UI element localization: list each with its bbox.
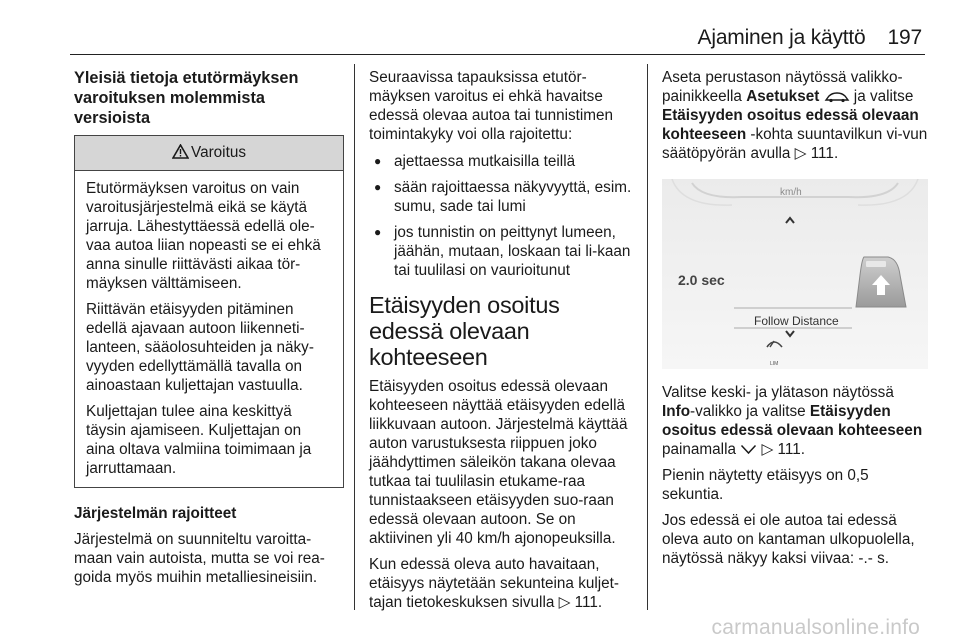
limitations-heading: Järjestelmän rajoitteet — [74, 505, 237, 522]
text-span: . — [833, 145, 839, 162]
header-rule — [70, 54, 925, 55]
car-settings-icon — [824, 91, 850, 103]
watermark: carmanualsonline.info — [711, 616, 920, 639]
page-ref[interactable]: 111 — [777, 441, 801, 458]
warning-paragraph: Riittävän etäisyyden pitäminen edellä ajavaan autoon liikenneti-lanteen, sääolosuhteiden ja näky-vyyden edellyttämällä tavalla on ainoastaan kuljettajan vastuulla. — [86, 301, 314, 394]
info-menu-label: Info — [662, 403, 691, 420]
column-divider-2 — [647, 64, 648, 610]
page-header — [698, 26, 922, 50]
section-paragraph: Etäisyyden osoitus edessä olevaan kohteeseen näyttää etäisyyden edellä liikkuvaan autoon. Järjestelmä käyttää auton varustuksesta riippuen joko jäähdyttimen säleikön takana olevaa tutkaa tai tuulilasin etukame-raa tunnistaakseen etäisyyden suo-raan edessä olevaan autoon. Se on aktiivinen yli 40 km/h ajonopeuksilla. — [369, 378, 628, 547]
warning-paragraph: Kuljettajan tulee aina keskittyä täysin ajamiseen. Kuljettajan on aina oltava valmiina toimimaan ja jarruttamaan. — [86, 403, 312, 477]
list-item: ● jos tunnistin on peittynyt lumeen, jäähän, mutaan, loskaan tai li-kaan tai tuulilasi on vaurioitunut — [369, 223, 635, 280]
text-span: Aseta perustason näytössä valikko-painikkeella — [662, 69, 903, 105]
distance-seconds-readout: 2.0 sec — [678, 272, 725, 288]
text-span: Kun edessä oleva auto havaitaan, etäisyys näytetään sekunteina kuljet-tajan tietokeskuksen sivulla — [369, 556, 619, 611]
limitations-list — [369, 152, 635, 280]
warning-header — [75, 136, 343, 171]
warning-title: Varoitus — [191, 144, 246, 161]
text-span: Valitse keski- ja ylätason näytössä — [662, 384, 894, 401]
follow-distance-label: Follow Distance — [754, 314, 839, 328]
section-title: Etäisyyden osoitus edessä olevaan kohteeseen — [369, 292, 560, 370]
settings-paragraph — [662, 68, 930, 163]
text-span: ja valitse — [849, 88, 914, 105]
left-column — [74, 68, 344, 594]
info-menu-paragraph — [662, 383, 930, 459]
speed-unit-label: km/h — [780, 187, 802, 198]
list-item: ● sään rajoittaessa näkyvyyttä, esim. sumu, sade tai lumi — [369, 178, 635, 216]
text-span: . — [597, 594, 603, 611]
warning-body — [75, 171, 343, 487]
limitations-text: Järjestelmä on suunniteltu varoitta-maan vain autoista, mutta se voi rea-goida myös muihin metalliesineisiin. — [74, 531, 325, 586]
settings-label: Asetukset — [746, 88, 820, 105]
limitations-intro: Seuraavissa tapauksissa etutör-mäyksen varoitus ei ehkä havaitse edessä olevaa autoa tai tunnistimen toimintakyky voi olla rajoitettu: — [369, 69, 614, 143]
right-column — [662, 68, 930, 575]
page-ref[interactable]: 111 — [574, 594, 598, 611]
section-paragraph — [369, 555, 635, 612]
column-divider-1 — [354, 64, 355, 610]
page-ref-arrow-icon[interactable]: ▷ — [794, 145, 807, 162]
middle-column — [369, 68, 635, 619]
speed-limiter-label: LIM — [770, 361, 779, 367]
text-span: -valikko ja valitse — [690, 403, 810, 420]
text-span: . — [800, 441, 806, 458]
page-number: 197 — [887, 26, 922, 49]
driver-info-display-figure — [662, 179, 928, 369]
page-ref-arrow-icon[interactable]: ▷ — [558, 594, 571, 611]
text-span: -kohta suuntavilkun vi-vun säätöpyörän avulla — [662, 126, 928, 162]
chevron-down-icon — [740, 444, 757, 455]
minimum-distance-text: Pienin näytetty etäisyys on 0,5 sekuntia. — [662, 467, 869, 503]
header-title: Ajaminen ja käyttö — [697, 26, 866, 49]
text-span: painamalla — [662, 441, 741, 458]
page-ref[interactable]: 111 — [810, 145, 834, 162]
warning-paragraph: Etutörmäyksen varoitus on vain varoitusjärjestelmä eikä se käytä jarruja. Lähestyttäessä edellä ole-vaa autoa liian nopeasti se ei ehkä anna sinulle riittävästi aikaa tör-mäyksen välttämiseen. — [86, 180, 321, 292]
page-ref-arrow-icon[interactable]: ▷ — [761, 441, 774, 458]
warning-box — [74, 135, 344, 488]
list-item: ● ajettaessa mutkaisilla teillä — [369, 152, 635, 171]
no-vehicle-text: Jos edessä ei ole autoa tai edessä oleva auto on kantaman ulkopuolella, näytössä näkyy kaksi viivaa: -.- s. — [662, 512, 915, 567]
left-heading: Yleisiä tietoja etutörmäyksen varoituksen molemmista versioista — [74, 69, 299, 127]
warning-triangle-icon — [172, 144, 189, 159]
menu-option-label: Etäisyyden osoitus edessä olevaan kohteeseen — [662, 107, 919, 143]
menu-option-label: Etäisyyden osoitus edessä olevaan kohteeseen — [662, 403, 923, 439]
